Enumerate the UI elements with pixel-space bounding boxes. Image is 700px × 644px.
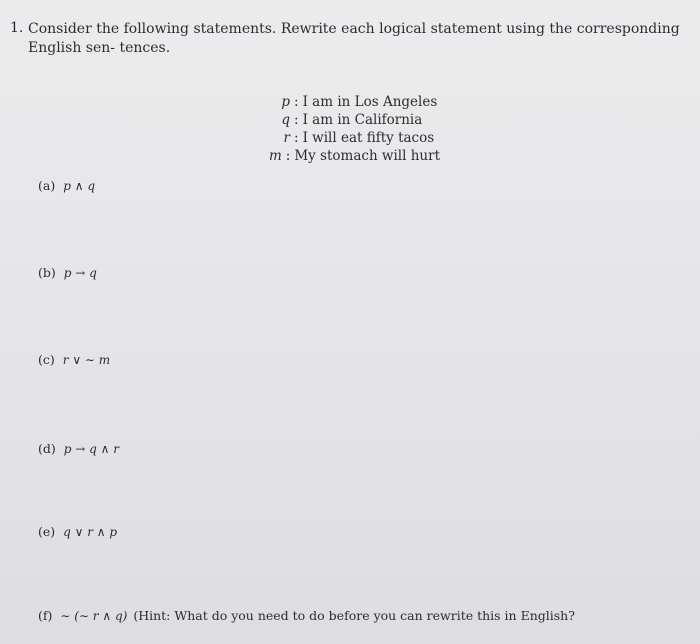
part-c — [38, 352, 110, 367]
part-label: (f) — [38, 608, 53, 623]
part-hint: (Hint: What do you need to do before you can rewrite this in English? — [133, 608, 575, 623]
part-label: (b) — [38, 265, 56, 280]
statement-definitions — [250, 93, 440, 165]
part-expression: q ∨ r ∧ p — [63, 525, 118, 539]
part-d — [38, 441, 119, 456]
definition-variable: m — [268, 148, 282, 164]
part-expression: p → q ∧ r — [63, 442, 119, 456]
part-f — [38, 608, 575, 623]
part-expression: p ∧ q — [63, 179, 95, 193]
definition-variable: r — [283, 130, 290, 146]
definition-p: p : I am in Los Angeles — [250, 93, 440, 111]
definition-r: r : I will eat fifty tacos — [250, 129, 440, 147]
definition-text: My stomach will hurt — [294, 148, 440, 164]
definition-text: I am in Los Angeles — [302, 94, 438, 110]
definition-variable: p — [281, 94, 290, 110]
definition-text: I will eat fifty tacos — [302, 130, 435, 146]
definition-text: I am in California — [302, 112, 423, 128]
part-label: (e) — [38, 524, 56, 539]
problem-number: 1. — [10, 20, 24, 36]
part-label: (c) — [38, 352, 55, 367]
part-b — [38, 265, 97, 280]
part-expression: p → q — [63, 266, 97, 280]
definition-m: m : My stomach will hurt — [250, 147, 440, 165]
part-a — [38, 178, 95, 193]
definition-q: q : I am in California — [250, 111, 440, 129]
problem-prompt: Consider the following statements. Rewrite each logical statement using the corresponding English sen- tences. — [28, 21, 680, 56]
part-expression: ∼ (∼ r ∧ q) — [60, 609, 128, 623]
part-label: (d) — [38, 441, 56, 456]
part-label: (a) — [38, 178, 56, 193]
part-e — [38, 524, 117, 539]
part-expression: r ∨ ∼ m — [62, 353, 111, 367]
definition-variable: q — [281, 112, 290, 128]
